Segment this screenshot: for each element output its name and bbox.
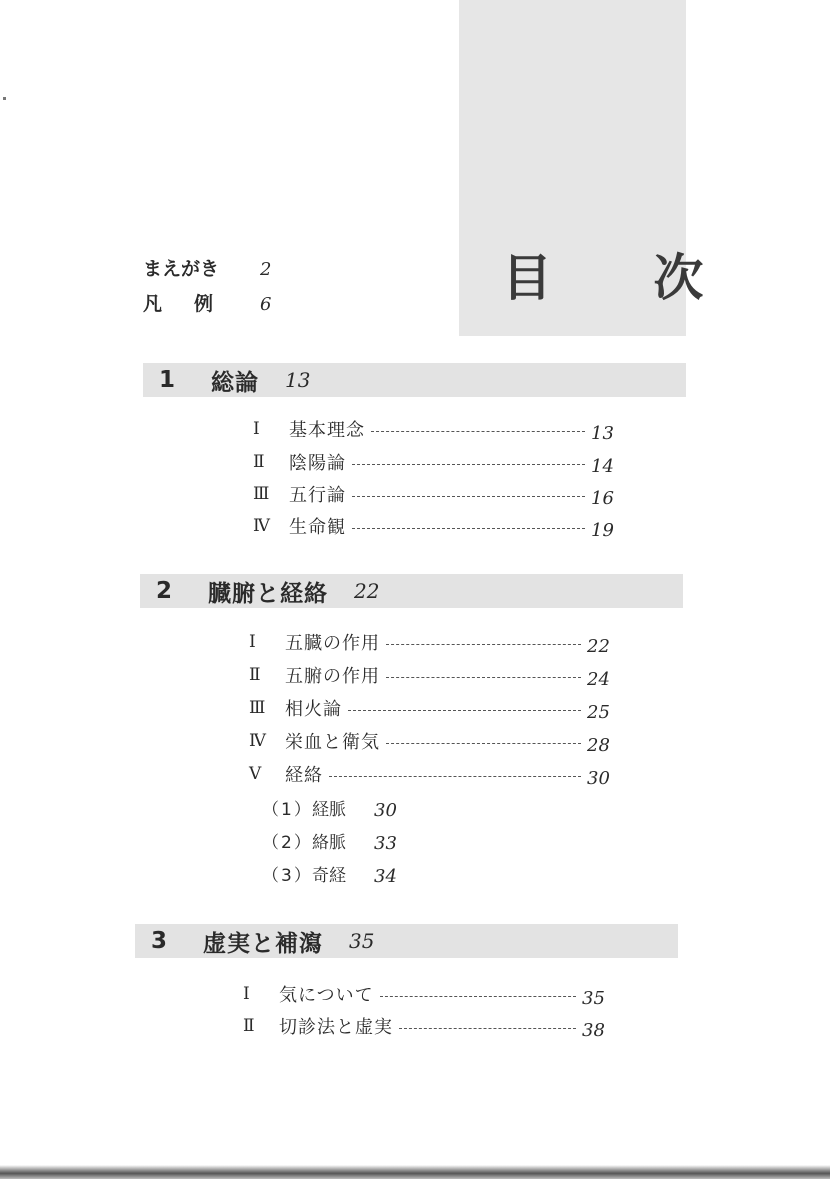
entry-title: 基本理念 xyxy=(289,420,365,441)
chapter-page: 35 xyxy=(349,929,375,953)
leader-dots xyxy=(386,644,581,645)
chapter-page: 13 xyxy=(285,368,311,392)
front-item-legend[interactable] xyxy=(143,289,271,319)
entry-page: 25 xyxy=(587,701,610,723)
toc-entry[interactable] xyxy=(253,416,619,442)
entry-title: 陰陽論 xyxy=(289,453,346,474)
entry-page: 35 xyxy=(582,987,605,1009)
subentry-page: 30 xyxy=(374,799,397,821)
subentry-page: 34 xyxy=(374,865,397,887)
chapter-2-heading[interactable] xyxy=(140,574,683,608)
toc-entry[interactable] xyxy=(253,449,619,475)
toc-entry[interactable] xyxy=(253,513,619,539)
chapter-title: 虚実と補瀉 xyxy=(203,930,323,957)
entry-page: 16 xyxy=(591,487,614,509)
entry-roman: Ⅰ xyxy=(253,419,260,439)
entry-roman: Ⅳ xyxy=(249,731,266,751)
entry-title: 五行論 xyxy=(289,485,346,506)
leader-dots xyxy=(386,743,581,744)
leader-dots xyxy=(352,496,585,497)
chapter-number: 1 xyxy=(159,367,176,393)
chapter-title: 臓腑と経絡 xyxy=(208,580,328,607)
subentry-number: （1） xyxy=(262,799,313,820)
leader-dots xyxy=(352,528,585,529)
toc-entry[interactable] xyxy=(243,1013,610,1039)
leader-dots xyxy=(329,776,581,777)
toc-entry[interactable] xyxy=(253,481,619,507)
entry-title: 相火論 xyxy=(285,699,342,720)
front-item-page: 2 xyxy=(260,259,272,280)
entry-title: 五臓の作用 xyxy=(285,633,380,654)
chapter-number: 2 xyxy=(156,578,173,604)
entry-title: 切診法と虚実 xyxy=(279,1017,393,1038)
chapter-page: 22 xyxy=(354,579,380,603)
entry-title: 栄血と衛気 xyxy=(285,732,380,753)
entry-roman: Ⅱ xyxy=(253,452,265,472)
toc-entry[interactable] xyxy=(249,629,615,655)
front-item-label: 凡例 xyxy=(143,293,246,315)
entry-roman: Ⅰ xyxy=(243,984,250,1004)
toc-subentry[interactable] xyxy=(262,794,397,820)
scan-speck xyxy=(3,97,6,100)
entry-page: 28 xyxy=(587,734,610,756)
subentry-title: 経脈 xyxy=(312,799,346,820)
entry-title: 気について xyxy=(279,985,374,1006)
leader-dots xyxy=(352,464,585,465)
toc-entry[interactable] xyxy=(249,728,615,754)
entry-roman: Ⅱ xyxy=(249,665,261,685)
chapter-title: 総論 xyxy=(211,369,259,396)
entry-page: 22 xyxy=(587,635,610,657)
entry-roman: Ⅴ xyxy=(249,764,262,784)
page-title: 目 次 xyxy=(502,249,746,307)
toc-entry[interactable] xyxy=(249,662,615,688)
subentry-title: 奇経 xyxy=(312,865,346,886)
toc-subentry[interactable] xyxy=(262,860,397,886)
entry-page: 14 xyxy=(591,455,614,477)
front-item-preface[interactable] xyxy=(143,254,271,284)
leader-dots xyxy=(371,431,585,432)
front-item-page: 6 xyxy=(260,294,272,315)
entry-roman: Ⅳ xyxy=(253,516,270,536)
entry-title: 生命観 xyxy=(289,517,346,538)
toc-entry[interactable] xyxy=(249,695,615,721)
leader-dots xyxy=(399,1028,576,1029)
subentry-page: 33 xyxy=(374,832,397,854)
entry-title: 経絡 xyxy=(285,765,323,786)
entry-page: 38 xyxy=(582,1019,605,1041)
leader-dots xyxy=(348,710,581,711)
entry-roman: Ⅲ xyxy=(249,698,266,718)
entry-roman: Ⅰ xyxy=(249,632,256,652)
toc-entry[interactable] xyxy=(243,981,610,1007)
entry-title: 五腑の作用 xyxy=(285,666,380,687)
subentry-title: 絡脈 xyxy=(312,832,346,853)
toc-subentry[interactable] xyxy=(262,827,397,853)
leader-dots xyxy=(386,677,581,678)
entry-page: 13 xyxy=(591,422,614,444)
subentry-number: （3） xyxy=(262,865,313,886)
subentry-number: （2） xyxy=(262,832,313,853)
front-item-label: まえがき xyxy=(143,258,220,280)
chapter-3-heading[interactable] xyxy=(135,924,678,958)
entry-roman: Ⅱ xyxy=(243,1016,255,1036)
entry-roman: Ⅲ xyxy=(253,484,270,504)
toc-entry[interactable] xyxy=(249,761,615,787)
scan-bottom-edge xyxy=(0,1165,830,1179)
leader-dots xyxy=(380,996,576,997)
chapter-number: 3 xyxy=(151,928,168,954)
entry-page: 19 xyxy=(591,519,614,541)
entry-page: 30 xyxy=(587,767,610,789)
entry-page: 24 xyxy=(587,668,610,690)
chapter-1-heading[interactable] xyxy=(143,363,686,397)
